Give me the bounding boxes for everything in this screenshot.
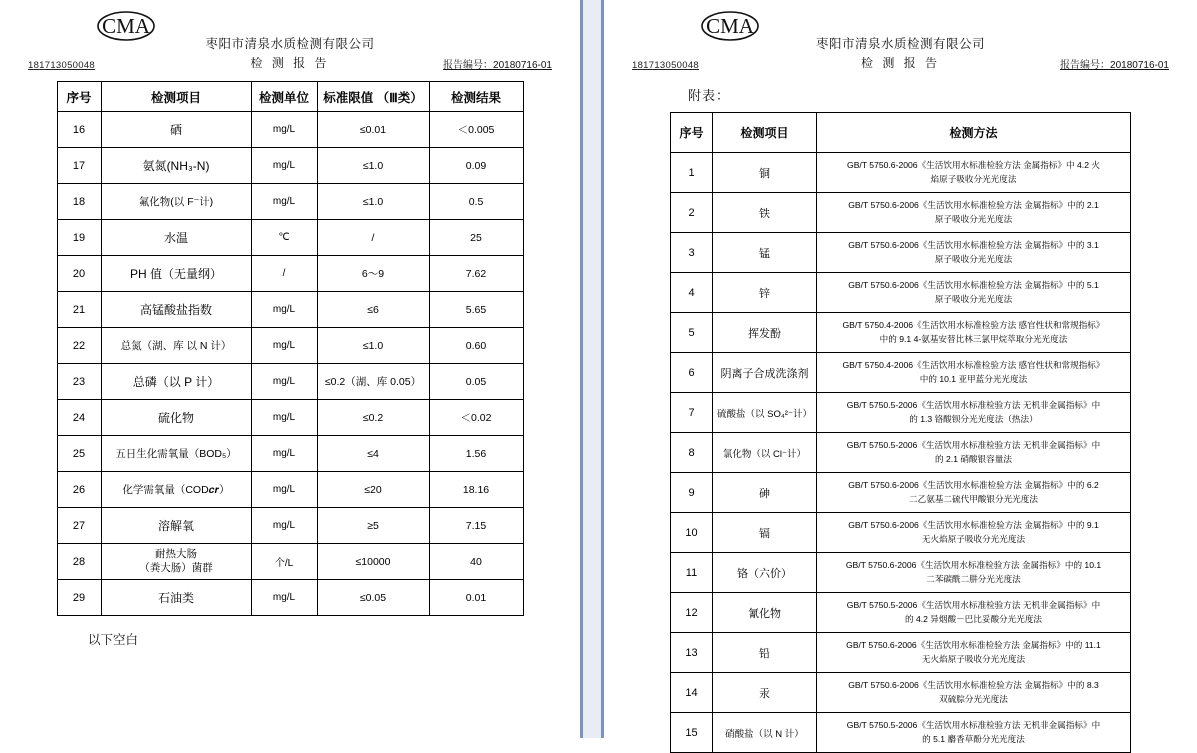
cell-no: 27 <box>57 508 101 544</box>
cell-annex-item: 阴离子合成洗涤剂 <box>713 353 817 393</box>
cell-result: 1.56 <box>429 436 523 472</box>
cell-unit: mg/L <box>251 580 317 616</box>
cell-annex-no: 9 <box>671 473 713 513</box>
cell-item: 石油类 <box>101 580 251 616</box>
cell-item: 溶解氧 <box>101 508 251 544</box>
cell-unit: / <box>251 256 317 292</box>
table-row <box>57 220 523 256</box>
table-row <box>671 313 1131 353</box>
table-row <box>671 673 1131 713</box>
cell-item: 氟化物(以 F⁻计) <box>101 184 251 220</box>
cell-annex-no: 1 <box>671 153 713 193</box>
cell-no: 20 <box>57 256 101 292</box>
cell-annex-item: 铜 <box>713 153 817 193</box>
table-row <box>57 508 523 544</box>
table-row <box>57 544 523 580</box>
cell-limit: 6～9 <box>317 256 429 292</box>
cell-annex-no: 11 <box>671 553 713 593</box>
cell-unit: mg/L <box>251 364 317 400</box>
table-row <box>671 433 1131 473</box>
cell-unit: mg/L <box>251 436 317 472</box>
cell-annex-item: 锌 <box>713 273 817 313</box>
cell-limit: ≤1.0 <box>317 148 429 184</box>
table-row <box>57 112 523 148</box>
cell-result: 18.16 <box>429 472 523 508</box>
cell-item: 化学需氧量（COD𝒄𝒓） <box>101 472 251 508</box>
cell-annex-no: 2 <box>671 193 713 233</box>
cell-annex-no: 5 <box>671 313 713 353</box>
cell-annex-item: 镉 <box>713 513 817 553</box>
cell-item: 硒 <box>101 112 251 148</box>
cell-annex-method: GB/T 5750.6-2006《生活饮用水标准检验方法 金属指标》中的 2.1 原子吸收分光光度法 <box>817 193 1131 233</box>
cell-result: 25 <box>429 220 523 256</box>
col-header-annex-item: 检测项目 <box>713 113 817 153</box>
cell-limit: ≤20 <box>317 472 429 508</box>
table-row <box>57 292 523 328</box>
cell-annex-item: 铅 <box>713 633 817 673</box>
cell-result: 0.09 <box>429 148 523 184</box>
cell-annex-method: GB/T 5750.5-2006《生活饮用水标准检验方法 无机非金属指标》中 的 4.2 异烟酸－巴比妥酸分光光度法 <box>817 593 1131 633</box>
cell-unit: mg/L <box>251 292 317 328</box>
cell-result: 5.65 <box>429 292 523 328</box>
table-row <box>57 256 523 292</box>
cell-result: 40 <box>429 544 523 580</box>
cell-unit: mg/L <box>251 508 317 544</box>
cell-annex-method: GB/T 5750.6-2006《生活饮用水标准检验方法 金属指标》中的 5.1 原子吸收分光光度法 <box>817 273 1131 313</box>
cell-result: 0.60 <box>429 328 523 364</box>
cell-limit: ≤0.2 <box>317 400 429 436</box>
cell-annex-method: GB/T 5750.6-2006《生活饮用水标准检验方法 金属指标》中的 9.1 无火焰原子吸收分光光度法 <box>817 513 1131 553</box>
cell-annex-no: 8 <box>671 433 713 473</box>
cell-annex-item: 硫酸盐（以 SO₄²⁻计） <box>713 393 817 433</box>
cell-no: 17 <box>57 148 101 184</box>
cell-annex-item: 挥发酚 <box>713 313 817 353</box>
cell-annex-no: 10 <box>671 513 713 553</box>
cell-limit: ≤6 <box>317 292 429 328</box>
cell-annex-method: GB/T 5750.6-2006《生活饮用水标准检验方法 金属指标》中的 6.2 二乙氨基二硫代甲酸银分光光度法 <box>817 473 1131 513</box>
table-row <box>671 393 1131 433</box>
cma-logo-icon-right <box>700 10 760 40</box>
cell-no: 21 <box>57 292 101 328</box>
cell-item: 水温 <box>101 220 251 256</box>
cell-no: 18 <box>57 184 101 220</box>
cell-limit: ≤10000 <box>317 544 429 580</box>
cell-unit: mg/L <box>251 400 317 436</box>
document-code-left: 181713050048 <box>28 60 96 71</box>
col-header-annex-no: 序号 <box>671 113 713 153</box>
cell-annex-no: 7 <box>671 393 713 433</box>
table-row <box>671 233 1131 273</box>
table-row <box>671 193 1131 233</box>
cma-logo-icon <box>96 10 156 40</box>
cell-unit: 个/L <box>251 544 317 580</box>
cell-item: PH 值（无量纲） <box>101 256 251 292</box>
cell-result: 7.62 <box>429 256 523 292</box>
svg-text:CMA: CMA <box>102 14 150 38</box>
cell-no: 19 <box>57 220 101 256</box>
col-header-item: 检测项目 <box>101 82 251 112</box>
cell-annex-method: GB/T 5750.6-2006《生活饮用水标准检验方法 金属指标》中 4.2 火 焰原子吸收分光光度法 <box>817 153 1131 193</box>
col-header-unit: 检测单位 <box>251 82 317 112</box>
cell-limit: ≤0.2（湖、库 0.05） <box>317 364 429 400</box>
attachment-title: 附表： <box>688 88 731 103</box>
report-title-right: 检 测 报 告 <box>860 56 940 70</box>
table-row <box>57 472 523 508</box>
cell-annex-item: 砷 <box>713 473 817 513</box>
cell-annex-item: 汞 <box>713 673 817 713</box>
cell-unit: mg/L <box>251 184 317 220</box>
table-row <box>57 184 523 220</box>
cell-annex-method: GB/T 5750.4-2006《生活饮用水标准检验方法 感官性状和常规指标》 中的 10.1 亚甲蓝分光光度法 <box>817 353 1131 393</box>
cell-no: 29 <box>57 580 101 616</box>
page-header-right <box>604 0 1197 71</box>
col-header-result: 检测结果 <box>429 82 523 112</box>
cell-annex-no: 12 <box>671 593 713 633</box>
table-row <box>57 436 523 472</box>
organization-name: 枣阳市清泉水质检测有限公司 <box>205 37 375 51</box>
table-row <box>57 148 523 184</box>
cell-limit: ≤1.0 <box>317 184 429 220</box>
cell-unit: ℃ <box>251 220 317 256</box>
document-code-right: 181713050048 <box>632 60 700 71</box>
cell-result: 0.05 <box>429 364 523 400</box>
report-number-left: 报告编号：20180716-01 <box>443 60 552 71</box>
cell-annex-method: GB/T 5750.6-2006《生活饮用水标准检验方法 金属指标》中的 3.1 原子吸收分光光度法 <box>817 233 1131 273</box>
methods-table-header-row <box>671 113 1131 153</box>
cell-annex-no: 13 <box>671 633 713 673</box>
cell-unit: mg/L <box>251 112 317 148</box>
table-row <box>57 580 523 616</box>
cell-annex-item: 氰化物 <box>713 593 817 633</box>
cell-unit: mg/L <box>251 148 317 184</box>
cell-item: 硫化物 <box>101 400 251 436</box>
cell-annex-method: GB/T 5750.5-2006《生活饮用水标准检验方法 无机非金属指标》中 的 5.1 麝香草酚分光光度法 <box>817 713 1131 753</box>
cell-result: ＜0.02 <box>429 400 523 436</box>
cell-limit: ≤0.05 <box>317 580 429 616</box>
cell-limit: / <box>317 220 429 256</box>
table-row <box>671 273 1131 313</box>
cell-limit: ≤0.01 <box>317 112 429 148</box>
table-row <box>671 513 1131 553</box>
cell-result: 7.15 <box>429 508 523 544</box>
blank-below-note: 以下空白 <box>88 633 139 647</box>
cell-annex-no: 6 <box>671 353 713 393</box>
cell-unit: mg/L <box>251 328 317 364</box>
cell-annex-method: GB/T 5750.5-2006《生活饮用水标准检验方法 无机非金属指标》中 的 1.3 铬酸钡分光光度法（热法） <box>817 393 1131 433</box>
cell-annex-method: GB/T 5750.4-2006《生活饮用水标准检验方法 感官性状和常规指标》 中的 9.1 4-氨基安替比林三氯甲烷萃取分光光度法 <box>817 313 1131 353</box>
cell-annex-method: GB/T 5750.6-2006《生活饮用水标准检验方法 金属指标》中的 10.1 二苯碳酰二肼分光光度法 <box>817 553 1131 593</box>
cell-item: 总氮（湖、库 以 N 计） <box>101 328 251 364</box>
cell-item: 总磷（以 P 计） <box>101 364 251 400</box>
table-row <box>671 713 1131 753</box>
cell-result: 0.01 <box>429 580 523 616</box>
page-divider <box>580 0 604 738</box>
cell-item: 耐热大肠 （粪大肠）菌群 <box>101 544 251 580</box>
report-title-left: 检 测 报 告 <box>250 56 330 70</box>
cell-no: 24 <box>57 400 101 436</box>
table-row <box>671 153 1131 193</box>
cell-no: 28 <box>57 544 101 580</box>
header-meta-row-right <box>604 52 1197 71</box>
page-header-left <box>0 0 580 71</box>
table-row <box>57 364 523 400</box>
cell-annex-item: 铬（六价） <box>713 553 817 593</box>
cell-no: 16 <box>57 112 101 148</box>
results-table <box>57 81 524 616</box>
col-header-annex-method: 检测方法 <box>817 113 1131 153</box>
organization-name-right: 枣阳市清泉水质检测有限公司 <box>815 37 985 51</box>
table-row <box>671 633 1131 673</box>
cell-annex-item: 硝酸盐（以 N 计） <box>713 713 817 753</box>
cell-annex-item: 锰 <box>713 233 817 273</box>
cell-item: 五日生化需氧量（BOD₅） <box>101 436 251 472</box>
cell-no: 22 <box>57 328 101 364</box>
cell-annex-no: 15 <box>671 713 713 753</box>
cell-annex-method: GB/T 5750.6-2006《生活饮用水标准检验方法 金属指标》中的 11.1 无火焰原子吸收分光光度法 <box>817 633 1131 673</box>
table-row <box>671 553 1131 593</box>
cell-annex-no: 4 <box>671 273 713 313</box>
cell-result: 0.5 <box>429 184 523 220</box>
col-header-no: 序号 <box>57 82 101 112</box>
cell-item: 氨氮(NH₃-N) <box>101 148 251 184</box>
cell-limit: ≤4 <box>317 436 429 472</box>
table-row <box>671 353 1131 393</box>
cell-unit: mg/L <box>251 472 317 508</box>
results-table-header-row <box>57 82 523 112</box>
divider-bar-left <box>580 0 583 738</box>
svg-text:CMA: CMA <box>706 14 754 38</box>
table-row <box>57 328 523 364</box>
methods-table <box>670 112 1131 753</box>
header-meta-row-left <box>0 52 580 71</box>
col-header-limit: 标准限值 （Ⅲ类） <box>317 82 429 112</box>
cell-no: 26 <box>57 472 101 508</box>
table-row <box>57 400 523 436</box>
cell-annex-item: 氯化物（以 Cl⁻计） <box>713 433 817 473</box>
cell-annex-method: GB/T 5750.5-2006《生活饮用水标准检验方法 无机非金属指标》中 的 2.1 硝酸银容量法 <box>817 433 1131 473</box>
cell-limit: ≥5 <box>317 508 429 544</box>
cell-no: 23 <box>57 364 101 400</box>
report-page-left <box>0 0 580 738</box>
cell-annex-method: GB/T 5750.6-2006《生活饮用水标准检验方法 金属指标》中的 8.3 双硫腙分光光度法 <box>817 673 1131 713</box>
report-number-right: 报告编号：20180716-01 <box>1060 60 1169 71</box>
cell-annex-no: 3 <box>671 233 713 273</box>
cell-limit: ≤1.0 <box>317 328 429 364</box>
cell-result: ＜0.005 <box>429 112 523 148</box>
table-row <box>671 593 1131 633</box>
table-row <box>671 473 1131 513</box>
cell-item: 高锰酸盐指数 <box>101 292 251 328</box>
cell-no: 25 <box>57 436 101 472</box>
cell-annex-no: 14 <box>671 673 713 713</box>
report-page-right <box>604 0 1197 744</box>
cell-annex-item: 铁 <box>713 193 817 233</box>
